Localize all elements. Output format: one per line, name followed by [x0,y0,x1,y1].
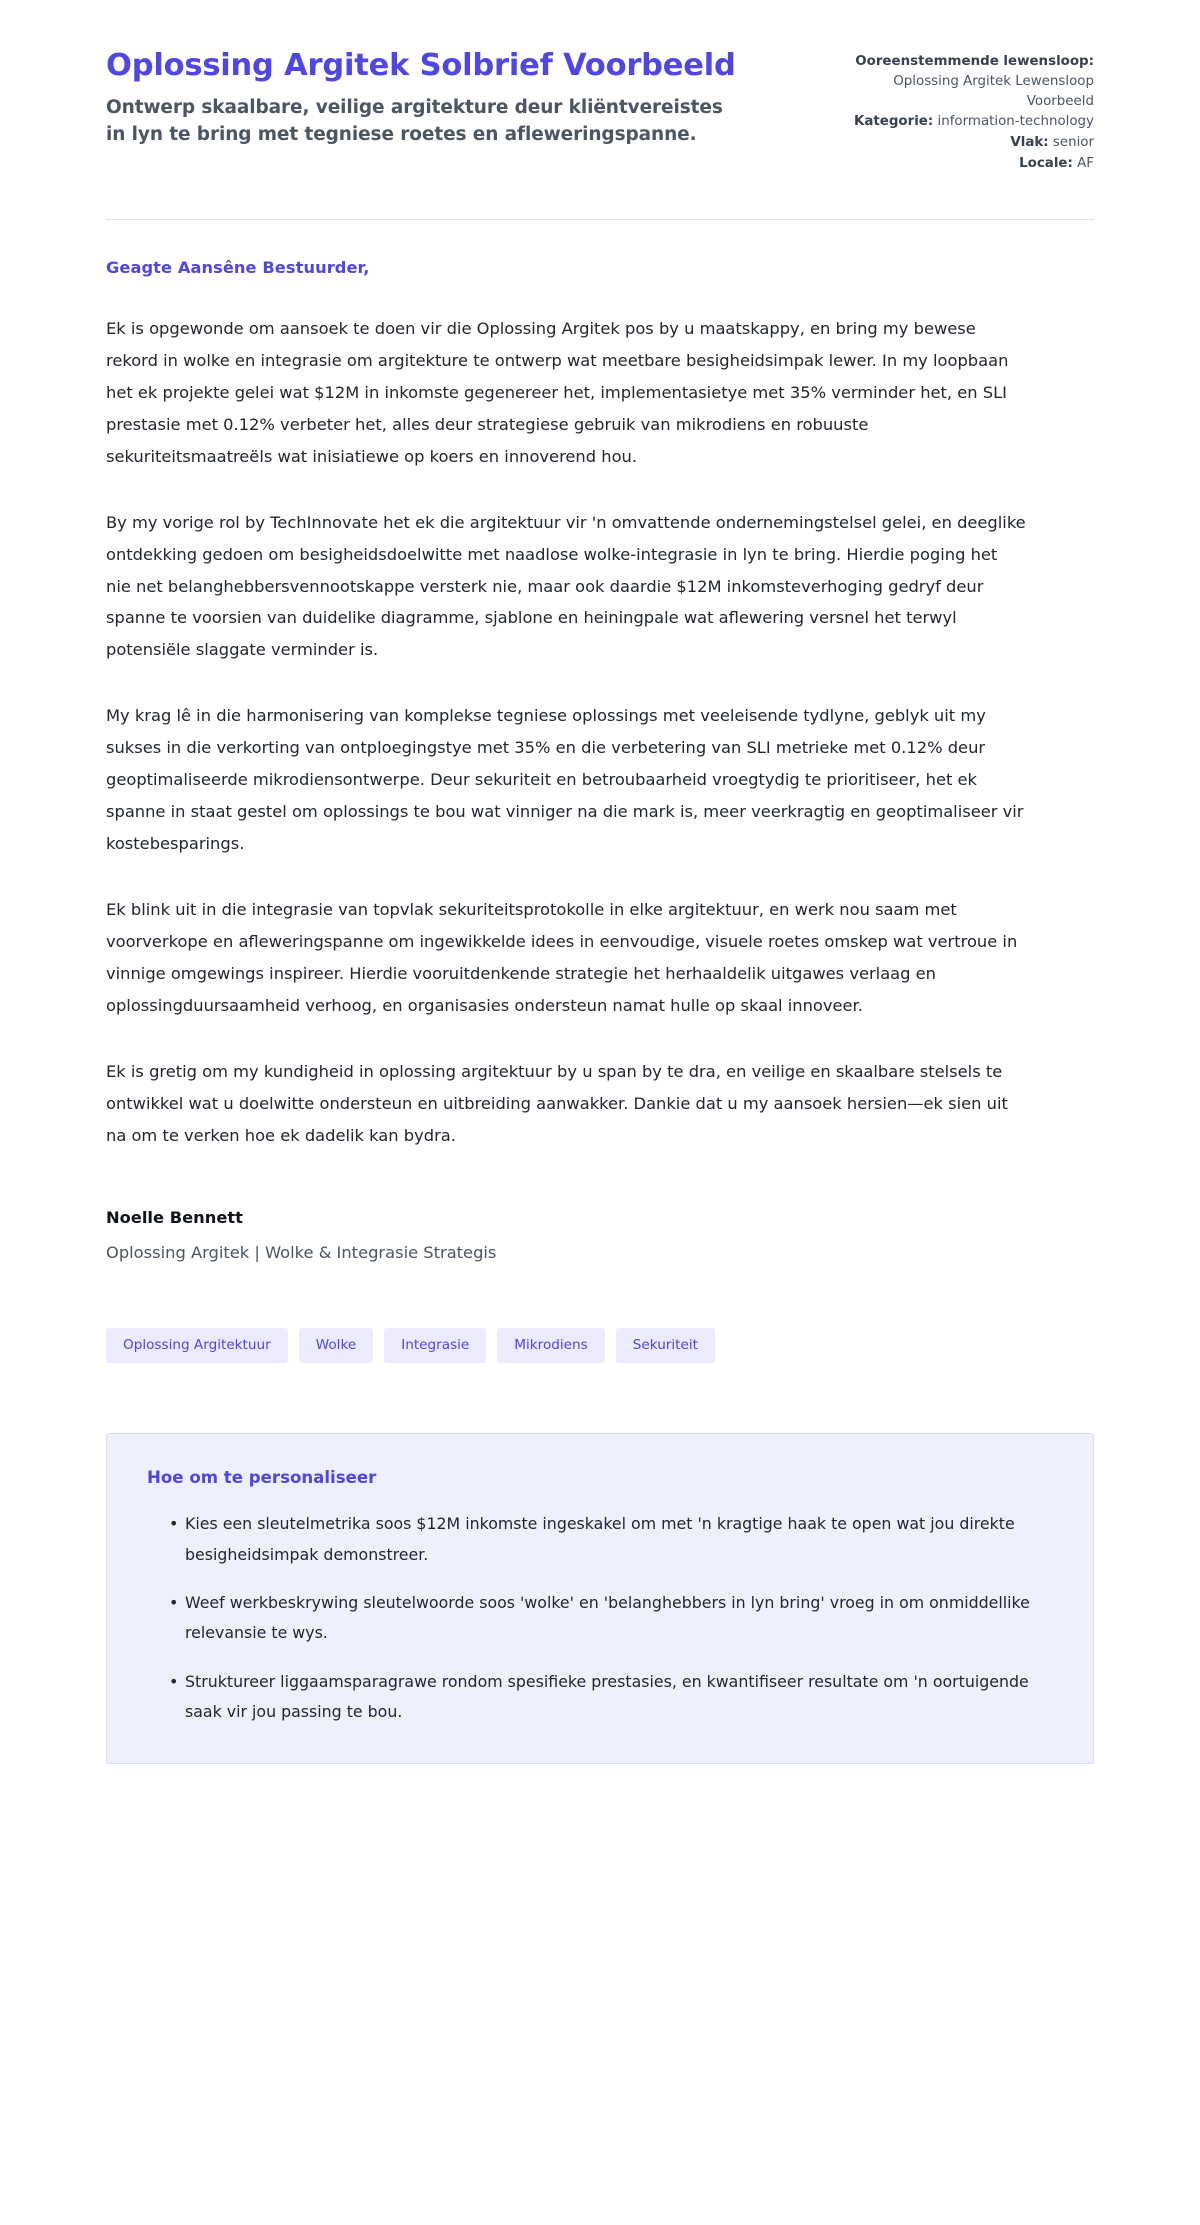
meta-category-label: Kategorie: [853,114,934,130]
tag-chip[interactable]: Oplossing Argitektuur [106,1328,288,1364]
meta-locale-value: AF [1077,156,1094,172]
callout-title: Hoe om te personaliseer [147,1468,377,1488]
callout-tip-item: • Weef werkbeskrywing sleutelwoorde soos 'wolke' en 'belanghebbers in lyn bring' vroeg in om onmiddellike relevansie te wys. [169,1588,1053,1649]
callout-tip-item: • Kies een sleutelmetrika soos $12M inkomste ingeskakel om met 'n kragtige haak te open wat jou direkte besigheidsimpak demonstreer. [169,1509,1053,1570]
tag-chip[interactable]: Sekuriteit [616,1328,715,1364]
callout-tip-list [147,1509,1053,1727]
meta-category [844,112,1094,132]
letter-paragraph: Ek blink uit in die integrasie van topvlak sekuriteitsprotokolle in elke argitektuur, en werk nou saam met voorverkope en afleweringspanne om ingewikkelde idees in eenvoudige, visuele roetes omskep wat vertroue in vinnige omgewings inspireer. Hierdie vooruitdenkende strategie het herhaaldelik uitgawes verlaag en oplossingduursaamheid verhoog, en organisasies ondersteun namat hulle op skaal innoveer. [106,900,1018,1015]
personalization-callout [106,1433,1094,1764]
tag-chip[interactable]: Wolke [299,1328,374,1364]
callout-tip-item: • Struktureer liggaamsparagrawe rondom spesifieke prestasies, en kwantifiseer resultate om 'n oortuigende saak vir jou passing te bou. [169,1667,1053,1728]
meta-level [844,133,1094,153]
salutation: Geagte Aansêne Bestuurder, [106,257,370,277]
cover-letter-body [106,220,1094,1262]
meta-locale-label: Locale: [1019,156,1073,172]
header-title-block [106,46,746,148]
page-subtitle: Ontwerp skaalbare, veilige argitekture deur kliëntvereistes in lyn te bring met tegniese roetes en afleweringspanne. [106,97,723,145]
letter-paragraph: By my vorige rol by TechInnovate het ek die argitektuur vir 'n omvattende ondernemingstelsel gelei, en deeglike ontdekking gedoen om besigheidsdoelwitte met naadlose wolke-integrasie in lyn te bring. Hierdie poging het nie net belanghebbersvennootskappe versterk nie, maar ook daardie $12M inkomsteverhoging gedryf deur spanne te voorsien van duidelike diagramme, sjablone en heiningpale wat aflewering versnel het terwyl potensiële slaggate verminder is. [106,512,1026,660]
document-header [106,0,1094,175]
page-title: Oplossing Argitek Solbrief Voorbeeld [106,48,736,83]
letter-paragraph: Ek is opgewonde om aansoek te doen vir die Oplossing Argitek pos by u maatskappy, en bring my bewese rekord in wolke en integrasie om argitekture te ontwerp wat meetbare besigheidsimpak lewer. In my loopbaan het ek projekte gelei wat $12M in inkomste gegenereer het, implementasietye met 35% verminder het, en SLI prestasie met 0.12% verbeter het, alles deur strategiese gebruik van mikrodiens en robuuste sekuriteitsmaatreëls wat inisiatiewe op koers en innoverend hou. [106,318,1009,466]
tag-chip[interactable]: Mikrodiens [497,1328,604,1364]
tag-chip[interactable]: Integrasie [384,1328,486,1364]
document-metadata [844,46,1094,175]
meta-locale [844,154,1094,174]
meta-matching-resume-label: Ooreenstemmende lewensloop: [855,54,1094,69]
letter-paragraph: Ek is gretig om my kundigheid in oplossing argitektuur by u span by te dra, en veilige en skaalbare stelsels te ontwikkel wat u doelwitte ondersteun en uitbreiding aanwakker. Dankie dat u my aansoek hersien—ek sien uit na om te verken hoe ek dadelik kan bydra. [106,1061,1008,1145]
signature-block [106,1208,1094,1262]
meta-matching-resume [844,52,1094,111]
signature-role: Oplossing Argitek | Wolke & Integrasie Strategis [106,1242,497,1262]
meta-level-value: senior [1052,135,1094,151]
signature-name: Noelle Bennett [106,1207,243,1227]
meta-level-label: Vlak: [1010,135,1049,151]
tag-list [106,1328,1094,1364]
meta-matching-resume-value: Oplossing Argitek Lewensloop Voorbeeld [893,73,1094,109]
meta-category-value: information-technology [937,114,1094,130]
letter-paragraph: My krag lê in die harmonisering van komplekse tegniese oplossings met veeleisende tydlyne, geblyk uit my sukses in die verkorting van ontploegingstye met 35% en die verbetering van SLI metrieke met 0.12% deur geoptimaliseerde mikrodiensontwerpe. Deur sekuriteit en betroubaarheid vroegtydig te prioritiseer, het ek spanne in staat gestel om oplossings te bou wat vinniger na die mark is, meer veerkragtig en geoptimaliseer vir kostebesparings. [106,706,1024,854]
